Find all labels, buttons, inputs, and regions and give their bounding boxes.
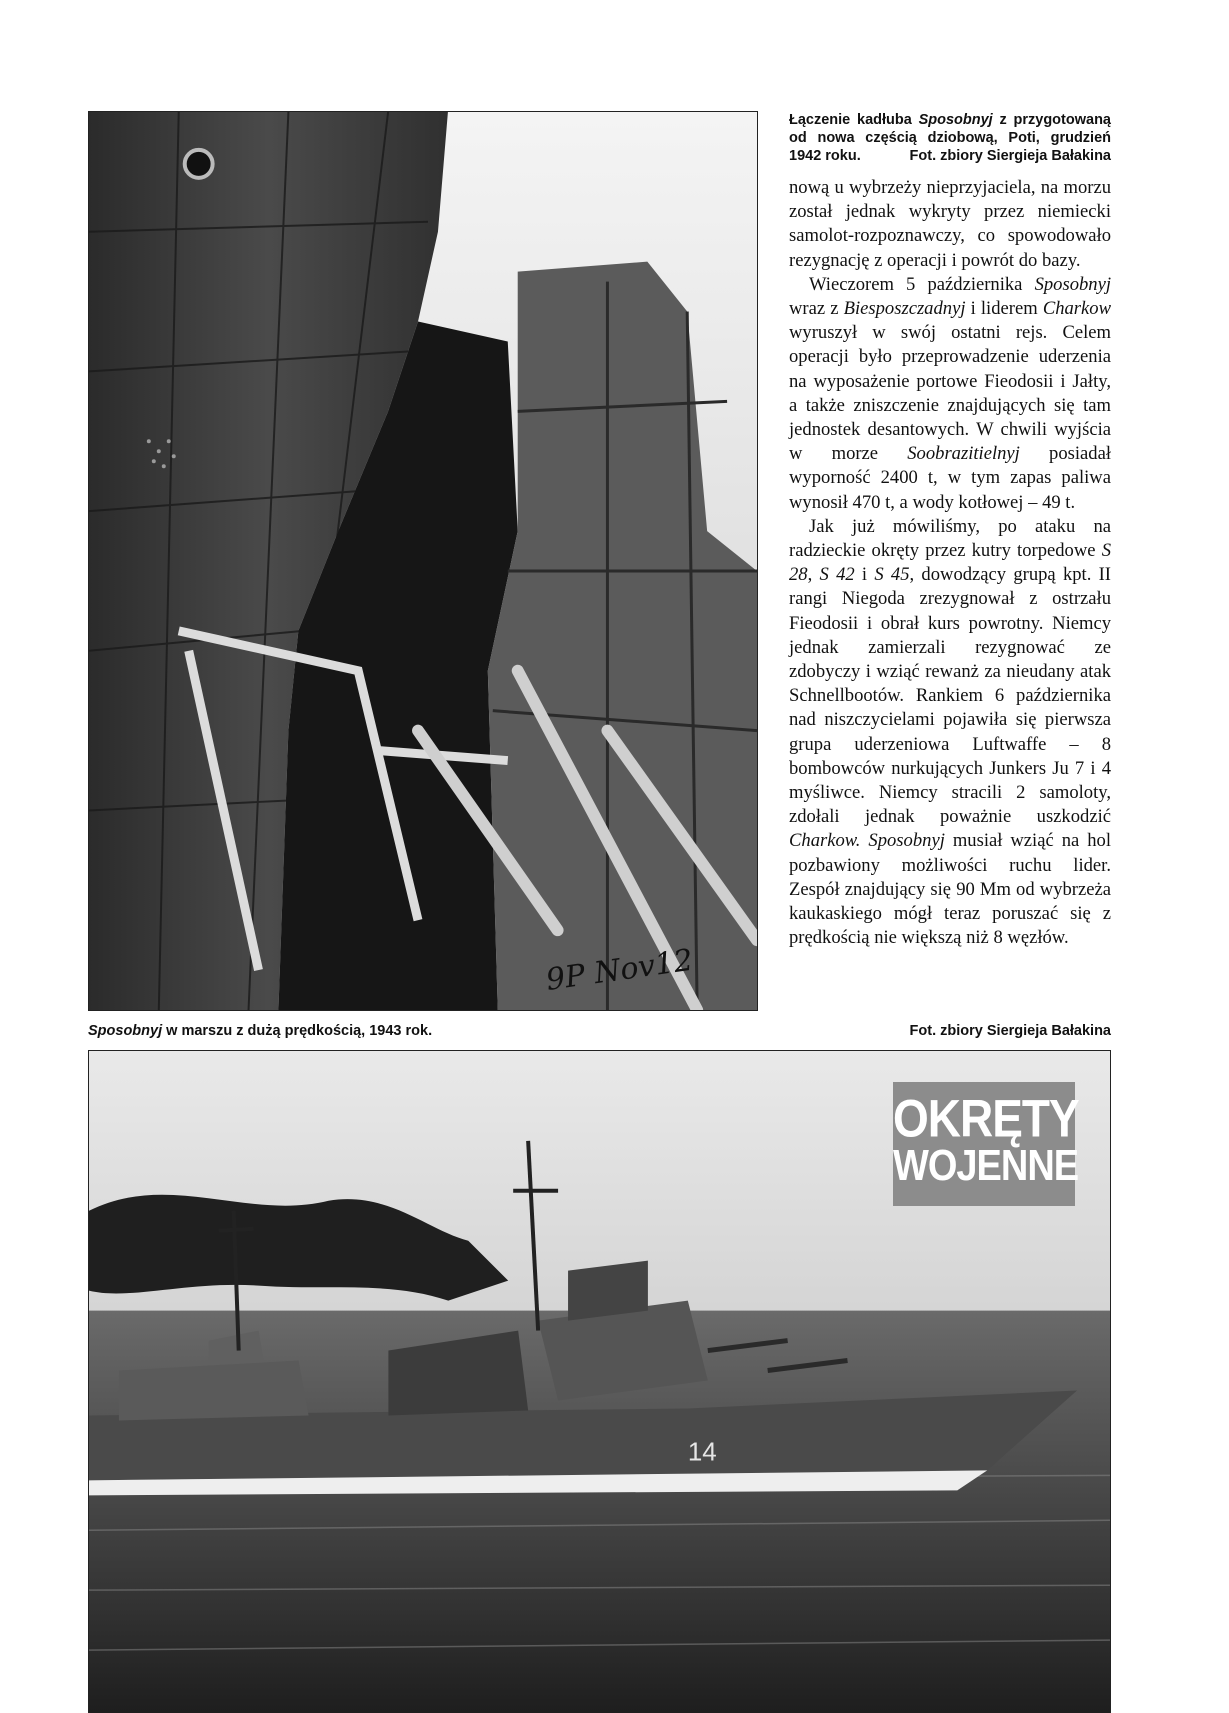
caption-top-pre: Łączenie kadłuba	[789, 112, 919, 128]
boat-name: S 28	[789, 540, 1111, 586]
caption-bottom-credit: Fot. zbiory Siergieja Bałakina	[909, 1023, 1111, 1039]
caption-bottom-ship: Sposobnyj	[88, 1023, 163, 1039]
bottom-photo-caption	[88, 1022, 1111, 1040]
boat-name: S 42	[819, 564, 855, 586]
top-photo-caption	[789, 111, 1111, 165]
magazine-logo	[893, 1082, 1079, 1206]
text-run: ,	[807, 564, 820, 586]
hull-joining-photo	[88, 111, 758, 1011]
text-run: posiadał wyporność 2400 t, w tym zapas paliwa wynosił 470 t, a wody kotłowej – 49 t.	[789, 443, 1111, 513]
text-run: wraz z	[789, 298, 844, 320]
hull-joining-image	[89, 112, 757, 1010]
logo-line-2: WOJENNE	[893, 1141, 1079, 1191]
boat-name: S 45	[874, 564, 910, 586]
ship-name: Charkow	[1042, 298, 1111, 320]
article-paragraph-1: nową u wybrzeży nieprzyjaciela, na morzu został jednak wykryty przez niemiecki samolot-rozpoznawczy, co spowodowało rezygnację z operacji i powrót do bazy.	[789, 177, 1111, 271]
ship-name: Biesposzczadnyj	[843, 298, 966, 320]
text-run: , dowodzący grupą kpt. II rangi Niegoda zrezygnował z ostrzału Fieodosii i obrał kurs powrotny. Niemcy jednak zamierzali rezygnować ze zdobyczy i wziąć rewanż za nieudany atak Schnellbootów. Rankiem 6 października nad niszczycielami pojawiła się pierwsza grupa uderzeniowa Luftwaffe – 8 bombowców nurkujących Junkers Ju 7 i 4 myśliwce. Niemcy stracili 2 samoloty, zdołali jednak poważnie uszkodzić	[789, 564, 1112, 828]
text-run: Wieczorem 5 października	[809, 273, 1035, 295]
logo-line-1: OKRĘTY	[893, 1088, 1079, 1148]
caption-top-post: z przygotowaną od nowa częścią dziobową, Poti, grudzień 1942 roku.	[789, 112, 1111, 164]
article-text	[789, 176, 1111, 951]
text-run: i	[854, 564, 875, 586]
text-run: i liderem	[965, 298, 1043, 320]
article-paragraph-2	[789, 273, 1111, 515]
hull-number: 14	[687, 1438, 717, 1467]
text-run: Jak już mówiliśmy, po ataku na radzieckie okręty przez kutry torpedowe	[789, 515, 1111, 562]
article-paragraph-3	[789, 515, 1111, 951]
ship-name: Sposobnyj	[1034, 273, 1111, 295]
photo-inscription: 9P Nov12	[543, 942, 696, 998]
text-run: wyruszył w swój ostatni rejs. Celem operacji było przeprowadzenie uderzenia na wyposażenie portowe Fieodosii i Jałty, a także zniszczenie znajdujących się tam jednostek desantowych. W chwili wyjścia w morze	[789, 322, 1111, 465]
caption-bottom-text: w marszu z dużą prędkością, 1943 rok.	[162, 1023, 433, 1039]
text-run: musiał wziąć na hol pozbawiony możliwości ruchu lider. Zespół znajdujący się 90 Mm od wybrzeża kaukaskiego mógł teraz poruszać się z prędkością nie większą niż 8 węzłów.	[789, 830, 1111, 949]
caption-top-ship: Sposobnyj	[918, 112, 993, 128]
caption-top-credit: Fot. zbiory Siergieja Bałakina	[909, 148, 1111, 164]
ship-name: Charkow. Sposobnyj	[789, 830, 945, 852]
ship-name: Soobrazitielnyj	[907, 443, 1020, 465]
